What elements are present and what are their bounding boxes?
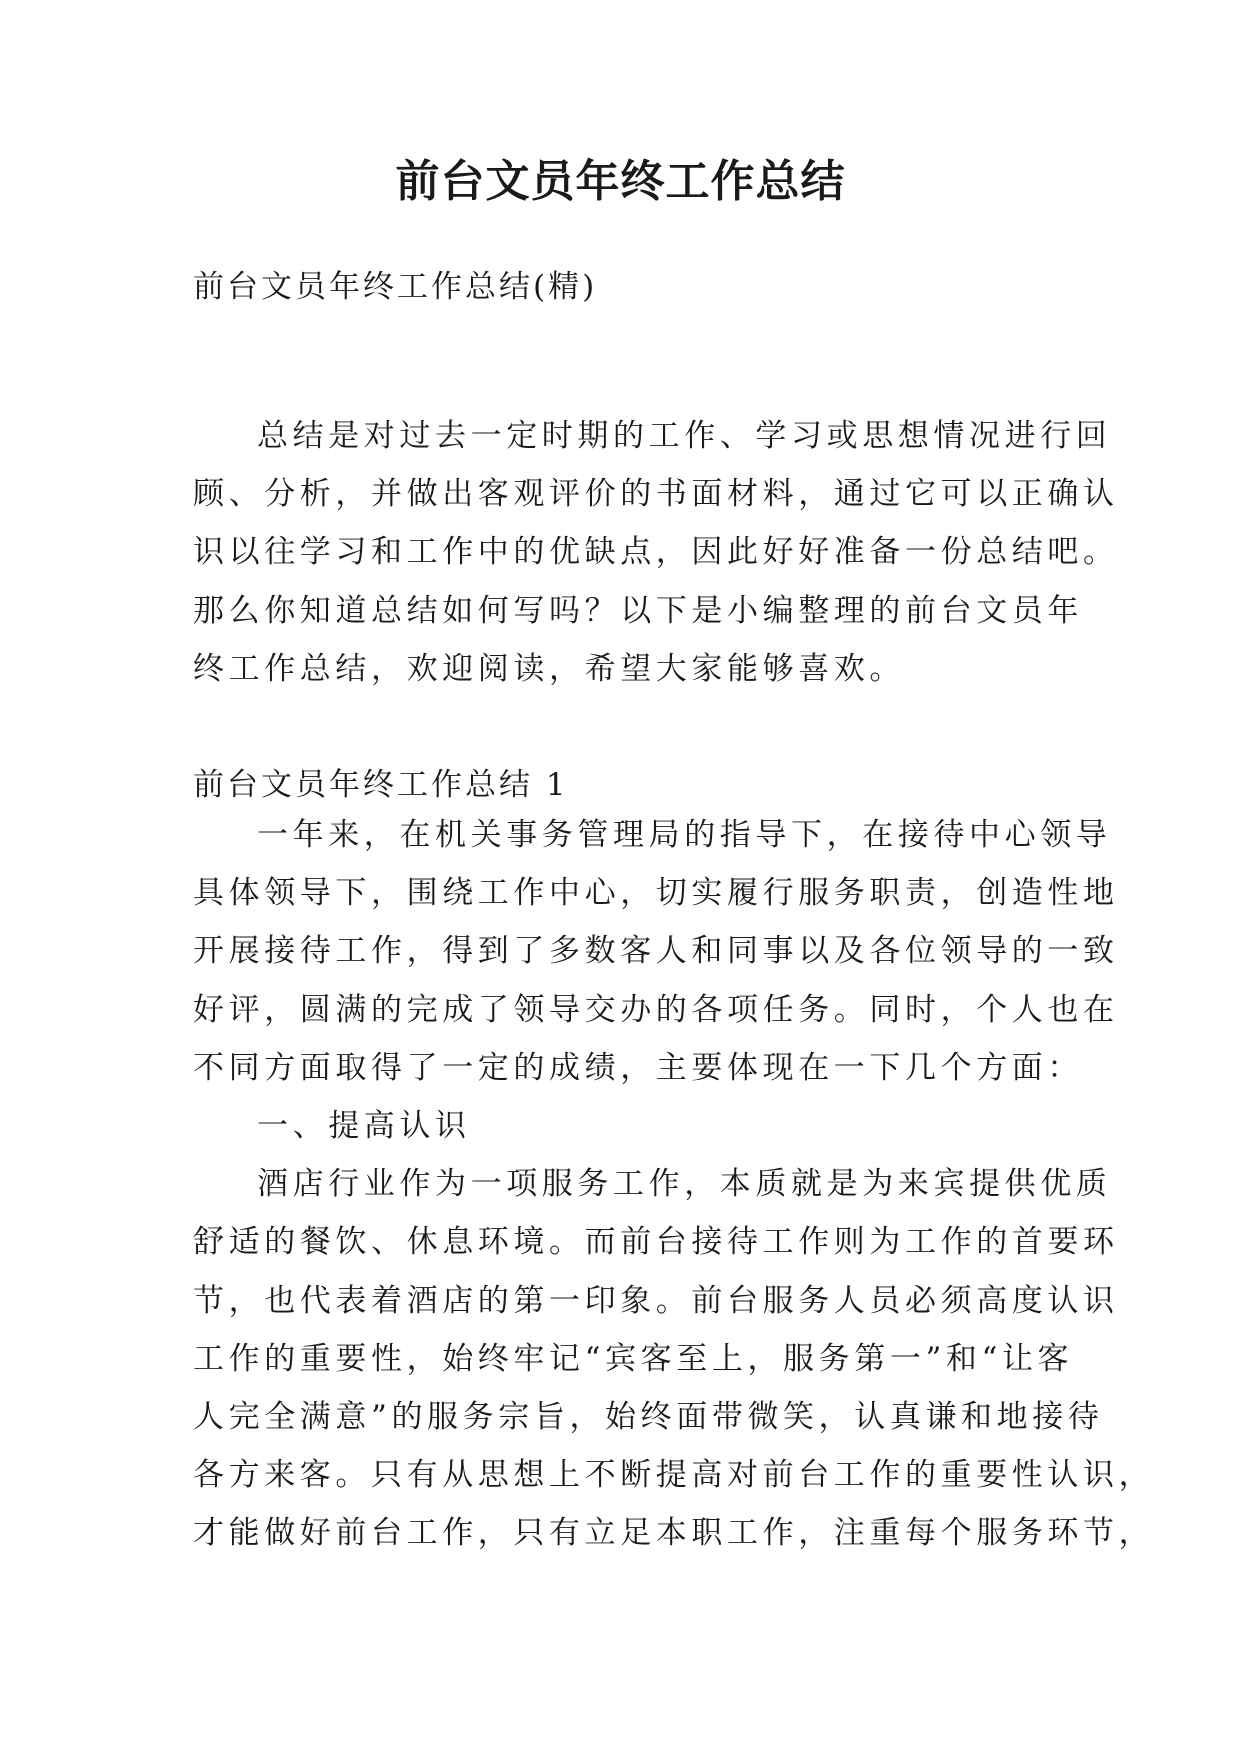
body-line: 才能做好前台工作，只有立足本职工作，注重每个服务环节， <box>193 1515 1155 1552</box>
body-line: 工作的重要性，始终牢记“宾客至上，服务第一”和“让客 <box>193 1340 1074 1377</box>
body-line: 一年来，在机关事务管理局的指导下，在接待中心领导 <box>257 817 1112 853</box>
document-title: 前台文员年终工作总结 <box>395 156 846 207</box>
body-line: 不同方面取得了一定的成绩，主要体现在一下几个方面： <box>193 1049 1083 1086</box>
intro-line: 总结是对过去一定时期的工作、学习或思想情况进行回 <box>257 418 1112 454</box>
intro-paragraph <box>193 407 1119 698</box>
intro-line: 识以往学习和工作中的优缺点，因此好好准备一份总结吧。 <box>193 534 1119 571</box>
body-line: 酒店行业作为一项服务工作，本质就是为来宾提供优质 <box>257 1166 1112 1203</box>
body-line: 节，也代表着酒店的第一印象。前台服务人员必须高度认识 <box>193 1282 1119 1319</box>
intro-line: 顾、分析，并做出客观评价的书面材料，通过它可以正确认 <box>193 476 1119 513</box>
body-line: 开展接待工作，得到了多数客人和同事以及各位领导的一致 <box>193 933 1119 970</box>
document-subtitle: 前台文员年终工作总结(精) <box>193 269 598 305</box>
section-body <box>193 806 1155 1562</box>
body-line: 好评，圆满的完成了领导交办的各项任务。同时，个人也在 <box>193 991 1119 1028</box>
body-line: 人完全满意”的服务宗旨，始终面带微笑，认真谦和地接待 <box>193 1398 1104 1435</box>
intro-line: 那么你知道总结如何写吗？以下是小编整理的前台文员年 <box>193 592 1083 629</box>
intro-line: 终工作总结，欢迎阅读，希望大家能够喜欢。 <box>193 650 905 687</box>
section-heading: 前台文员年终工作总结 1 <box>193 767 569 803</box>
subsection-heading: 一、提高认识 <box>257 1107 471 1144</box>
body-line: 舒适的餐饮、休息环境。而前台接待工作则为工作的首要环 <box>193 1224 1119 1261</box>
body-line: 具体领导下，围绕工作中心，切实履行服务职责，创造性地 <box>193 875 1119 912</box>
body-line: 各方来客。只有从思想上不断提高对前台工作的重要性认识， <box>193 1457 1155 1494</box>
